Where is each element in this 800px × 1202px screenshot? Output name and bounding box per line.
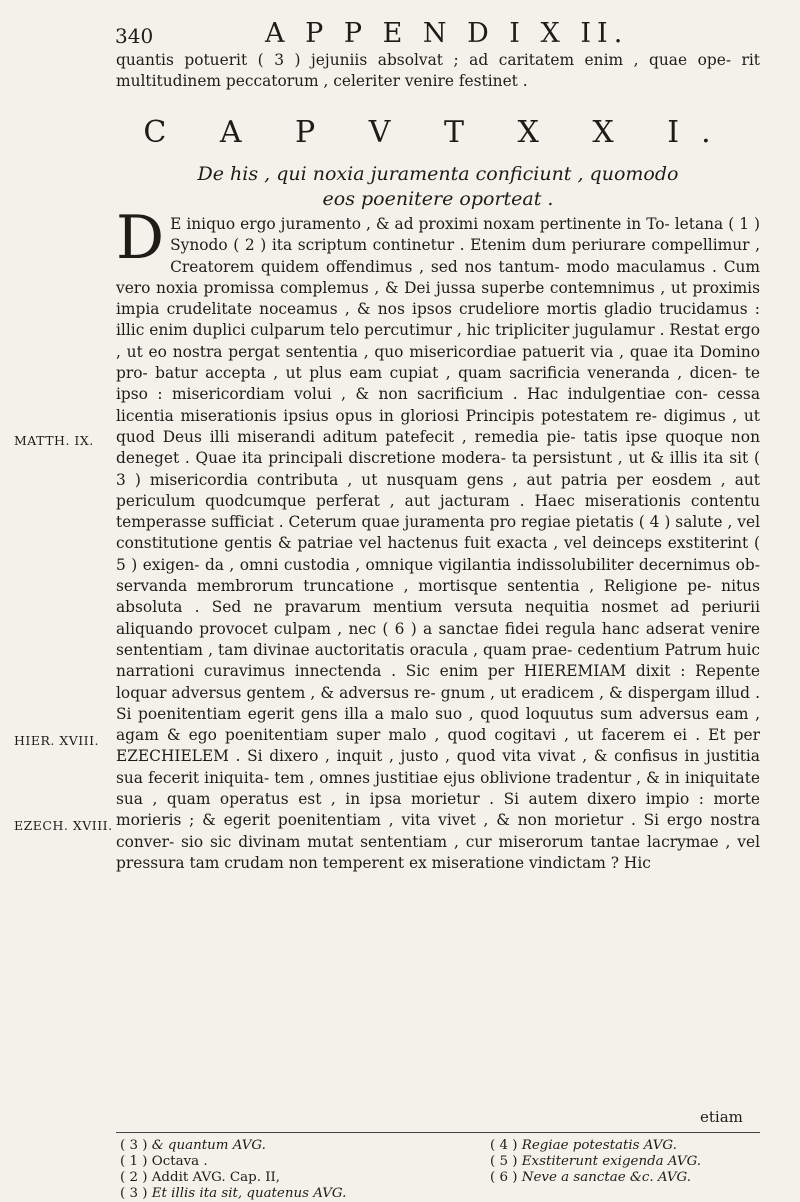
chapter-body-text: E iniquo ergo juramento , & ad proximi noxam pertinente in To- letana ( 1 ) Synodo ( 2 ) ita scriptum continetur . Etenim dum periurare compellimur , Creatorem quidem offendimus , sed nos tantum- modo maculamus . Cum vero noxia promissa complemus , & Dei jussa superbe contemnimus , ut proximis impia crudelitate noceamus , & nos ipsos crudeliore mortis gladio trucidamus : illic enim duplici culparum telo percutimur , hic tripliciter jugulamur . Restat ergo , ut eo nostra pergat sententia , quo misericordiae patuerit via , quae ita Domino pro- batur accepta , ut plus eam cupiat , quam sacrificia veneranda , dicen- te ipso : misericordiam volui , & non sacrificium . Hac indulgentiae con- cessa licentia miserationis ipsius opus in gloriosi Principis potestatem re- digimus , ut quod Deus illi miserandi aditum patefecit , remedia pie- tatis ipse quoque non deneget . Quae ita principali discretione modera- ta persistunt , ut & illis ita sit ( 3 ) misericordia contributa , ut nusquam gens , aut patria per eosdem , aut periculum quodcumque perferat , aut jacturam . Haec miserationis contentu temperasse sufficiat . Ceterum quae juramenta pro regiae pietatis ( 4 ) salute , vel constitutione gentis & patriae vel hactenus fuit exacta , vel deinceps exstiterint ( 5 ) exigen- da , omni custodia , omnique vigilantia indissolubiliter decernimus ob- servanda membrorum truncatione , mortisque sententia , Religione pe- nitus absoluta . Sed ne pravarum mentium versuta nequitia nosmet ad periurii aliquando provocet culpam , nec ( 6 ) a sanctae fidei regula hanc adserat venire sententiam , tam divinae auctoritatis oracula , quam prae- cedentium Patrum huic narrationi curavimus innectenda . Sic enim per HIEREMIAM dixit : Repente loquar adversus gentem , & adversus re- gnum , ut eradicem , & dispergam illud . Si poenitentiam egerit gens illa a malo suo , quod loquutus sum adversus eam , agam & ego poenitentiam super malo , quod cogitavi , ut facerem ei . Et per EZECHIELEM . Si dixero , inquit , justo , quod vita vivat , & confisus in justitia sua fecerit iniquita- tem , omnes justitiae ejus oblivione tradentur , & in iniquitate sua , quam operatus est , in ipsa morietur . Si autem dixero impio : morte morieris ; & egerit poenitentiam , vita vivet , & non morietur . Si ergo nostra conver- sio sic divinam mutat sententiam , cur miserorum tantae lacrymae , vel pressura tam crudam non temperent ex miseratione vindictam ? Hic — [116, 215, 760, 872]
footnote: ( 4 ) Regiae potestatis AVG. — [490, 1138, 677, 1153]
catchword: etiam — [700, 1108, 743, 1126]
footnote: ( 6 ) Neve a sanctae &c. AVG. — [490, 1170, 691, 1185]
chapter-subtitle-line-2: eos poenitere oporteat . — [322, 188, 554, 210]
footnote: ( 3 ) Et illis ita sit, quatenus AVG. — [120, 1186, 347, 1201]
footnotes-right-column — [490, 1138, 800, 1186]
footnote: ( 1 ) Octava . — [120, 1154, 208, 1169]
chapter-body — [116, 203, 760, 874]
footnote: ( 2 ) Addit AVG. Cap. II, — [120, 1170, 281, 1185]
margin-note-hier: HIER. XVIII. — [14, 733, 100, 748]
chapter-subtitle — [116, 162, 760, 212]
margin-note-ezech: EZECH. XVIII. — [14, 818, 113, 833]
chapter-subtitle-line-1: De his , qui noxia juramenta conficiunt , quomodo — [197, 163, 679, 185]
opening-paragraph: quantis potuerit ( 3 ) jejuniis absolvat ; ad caritatem enim , quae ope- rit multitudinem peccatorum , celeriter venire festinet . — [116, 51, 760, 91]
footnote: ( 5 ) Exstiterunt exigenda AVG. — [490, 1154, 702, 1169]
footnote: ( 3 ) & quantum AVG. — [120, 1138, 266, 1153]
page-header — [115, 18, 755, 52]
running-title: A P P E N D I X II. — [265, 18, 629, 49]
margin-note-matth: MATTH. IX. — [14, 433, 94, 448]
footnote-rule — [116, 1132, 760, 1133]
drop-capital: D — [116, 203, 165, 273]
footnotes-left-column — [120, 1138, 440, 1202]
chapter-title: C A P V T X X I. — [143, 115, 733, 150]
page-number: 340 — [115, 24, 154, 48]
